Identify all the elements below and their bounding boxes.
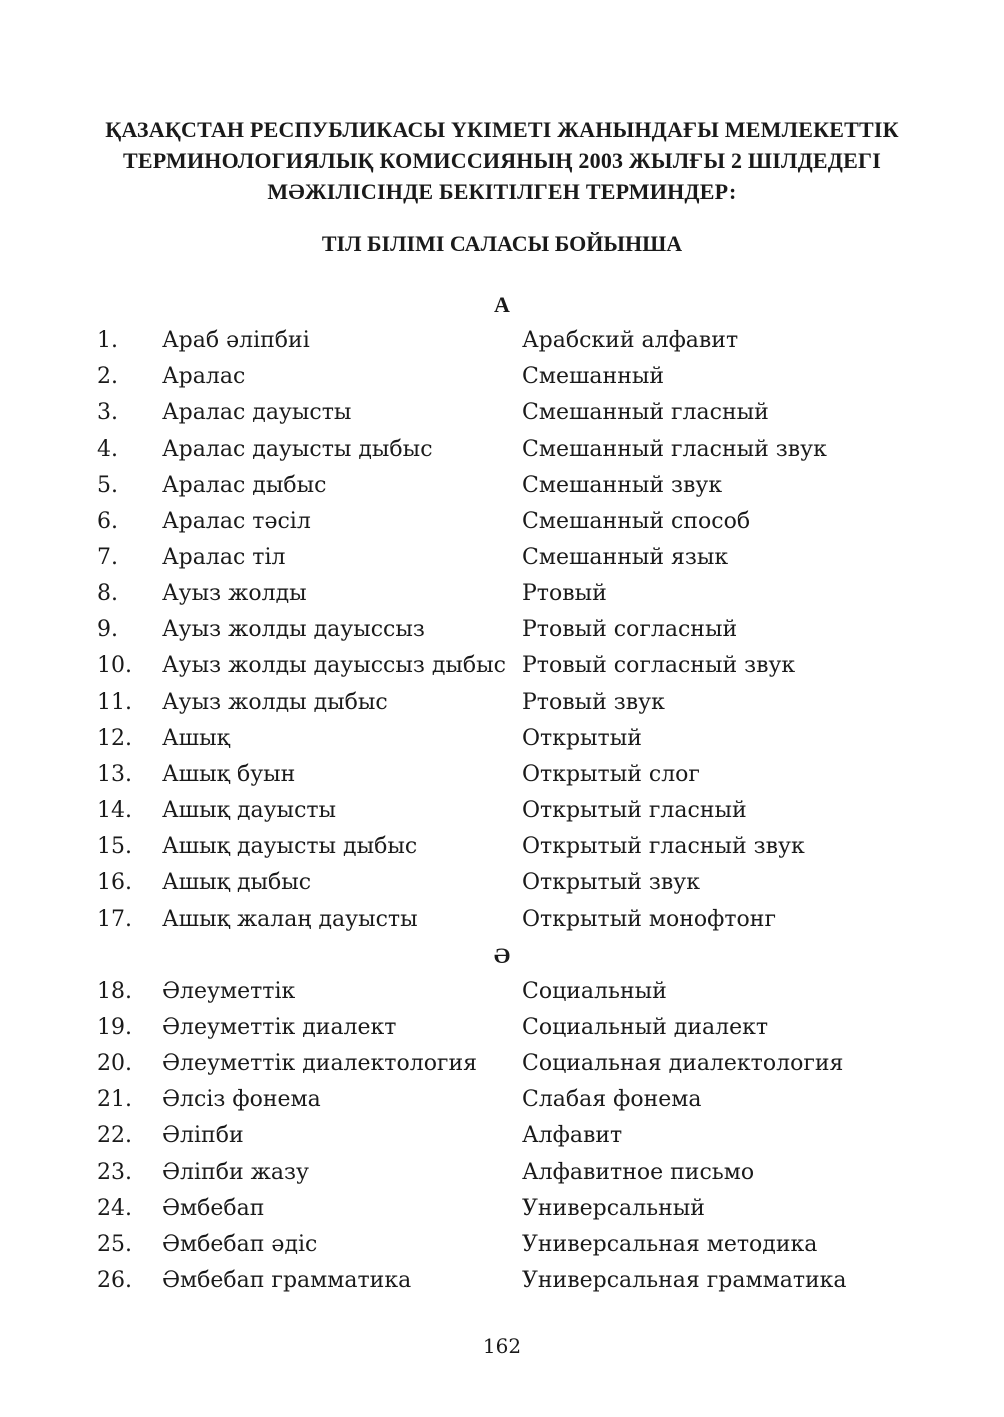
term-number: 8. <box>97 581 118 606</box>
term-row <box>0 359 1004 395</box>
term-row <box>0 685 1004 721</box>
term-number: 11. <box>97 690 132 715</box>
term-number: 1. <box>97 328 118 353</box>
term-russian: Социальный диалект <box>522 1015 769 1040</box>
term-russian: Смешанный <box>522 364 665 389</box>
term-russian: Социальная диалектология <box>522 1051 844 1076</box>
term-row <box>0 1227 1004 1263</box>
term-row <box>0 1046 1004 1082</box>
term-kazakh: Аралас дыбыс <box>162 473 327 498</box>
term-row <box>0 1155 1004 1191</box>
term-kazakh: Ашық <box>162 726 230 751</box>
term-kazakh: Әлеуметтік <box>162 979 296 1004</box>
section-letter: Ә <box>493 943 511 968</box>
term-russian: Смешанный способ <box>522 509 751 534</box>
term-row <box>0 1010 1004 1046</box>
term-russian: Смешанный язык <box>522 545 729 570</box>
term-russian: Универсальная грамматика <box>522 1268 847 1293</box>
term-number: 18. <box>97 979 132 1004</box>
term-number: 12. <box>97 726 132 751</box>
term-kazakh: Аралас тіл <box>162 545 286 570</box>
term-russian: Универсальный <box>522 1196 705 1221</box>
term-number: 13. <box>97 762 132 787</box>
term-number: 7. <box>97 545 118 570</box>
section-subheading: ТІЛ БІЛІМІ САЛАСЫ БОЙЫНША <box>321 231 683 256</box>
term-number: 10. <box>97 653 132 678</box>
term-row <box>0 974 1004 1010</box>
term-kazakh: Әмбебап әдіс <box>162 1232 318 1257</box>
term-kazakh: Әлсіз фонема <box>162 1087 321 1112</box>
term-number: 20. <box>97 1051 132 1076</box>
term-number: 23. <box>97 1160 132 1185</box>
term-row <box>0 902 1004 938</box>
term-russian: Слабая фонема <box>522 1087 702 1112</box>
term-number: 9. <box>97 617 118 642</box>
page-number: 162 <box>482 1334 522 1358</box>
document-heading <box>60 114 944 207</box>
term-row <box>0 395 1004 431</box>
term-kazakh: Әліпби <box>162 1123 244 1148</box>
term-russian: Открытый слог <box>522 762 700 787</box>
term-row <box>0 829 1004 865</box>
term-number: 4. <box>97 437 118 462</box>
term-russian: Открытый <box>522 726 642 751</box>
term-russian: Открытый звук <box>522 870 700 895</box>
term-number: 22. <box>97 1123 132 1148</box>
term-russian: Открытый монофтонг <box>522 907 776 932</box>
term-russian: Смешанный гласный <box>522 400 769 425</box>
term-kazakh: Ауыз жолды дауыссыз дыбыс <box>162 653 507 678</box>
term-row <box>0 865 1004 901</box>
term-number: 21. <box>97 1087 132 1112</box>
term-row <box>0 1191 1004 1227</box>
term-row <box>0 504 1004 540</box>
term-row <box>0 757 1004 793</box>
term-number: 25. <box>97 1232 132 1257</box>
term-russian: Социальный <box>522 979 667 1004</box>
term-number: 24. <box>97 1196 132 1221</box>
term-kazakh: Ашық буын <box>162 762 296 787</box>
term-number: 17. <box>97 907 132 932</box>
term-row <box>0 721 1004 757</box>
term-kazakh: Аралас тәсіл <box>162 509 311 534</box>
term-number: 5. <box>97 473 118 498</box>
term-russian: Алфавитное письмо <box>522 1160 755 1185</box>
heading-line-1: ҚАЗАҚСТАН РЕСПУБЛИКАСЫ ҮКІМЕТІ ЖАНЫНДАҒЫ МЕМЛЕКЕТТІК <box>105 117 899 142</box>
term-number: 19. <box>97 1015 132 1040</box>
term-row <box>0 432 1004 468</box>
term-row <box>0 1118 1004 1154</box>
term-russian: Универсальная методика <box>522 1232 818 1257</box>
term-row <box>0 576 1004 612</box>
term-row <box>0 468 1004 504</box>
term-kazakh: Әліпби жазу <box>162 1160 309 1185</box>
term-number: 3. <box>97 400 118 425</box>
term-number: 2. <box>97 364 118 389</box>
term-row <box>0 612 1004 648</box>
section-letter: А <box>494 292 510 317</box>
term-number: 14. <box>97 798 132 823</box>
term-row <box>0 648 1004 684</box>
term-russian: Смешанный гласный звук <box>522 437 827 462</box>
term-kazakh: Аралас дауысты дыбыс <box>162 437 433 462</box>
term-number: 26. <box>97 1268 132 1293</box>
term-kazakh: Аралас дауысты <box>162 400 352 425</box>
heading-line-3: МӘЖІЛІСІНДЕ БЕКІТІЛГЕН ТЕРМИНДЕР: <box>267 179 737 204</box>
term-kazakh: Әлеуметтік диалектология <box>162 1051 478 1076</box>
term-kazakh: Ауыз жолды дыбыс <box>162 690 388 715</box>
term-russian: Открытый гласный звук <box>522 834 805 859</box>
term-row <box>0 540 1004 576</box>
term-kazakh: Ауыз жолды <box>162 581 307 606</box>
term-russian: Ртовый согласный звук <box>522 653 796 678</box>
term-russian: Ртовый звук <box>522 690 665 715</box>
term-kazakh: Ауыз жолды дауыссыз <box>162 617 425 642</box>
term-russian: Ртовый <box>522 581 607 606</box>
term-kazakh: Аралас <box>162 364 246 389</box>
term-kazakh: Ашық дыбыс <box>162 870 312 895</box>
term-russian: Алфавит <box>522 1123 623 1148</box>
term-row <box>0 1263 1004 1299</box>
term-number: 6. <box>97 509 118 534</box>
term-russian: Арабский алфавит <box>522 328 739 353</box>
term-russian: Смешанный звук <box>522 473 723 498</box>
term-kazakh: Ашық дауысты дыбыс <box>162 834 418 859</box>
term-russian: Ртовый согласный <box>522 617 738 642</box>
term-kazakh: Әмбебап <box>162 1196 265 1221</box>
term-row <box>0 323 1004 359</box>
term-row <box>0 1082 1004 1118</box>
term-kazakh: Әмбебап грамматика <box>162 1268 412 1293</box>
heading-line-2: ТЕРМИНОЛОГИЯЛЫҚ КОМИССИЯНЫҢ 2003 ЖЫЛҒЫ 2 ШІЛДЕДЕГІ <box>123 148 881 173</box>
term-row <box>0 793 1004 829</box>
term-kazakh: Ашық жалаң дауысты <box>162 907 418 932</box>
term-russian: Открытый гласный <box>522 798 747 823</box>
term-number: 16. <box>97 870 132 895</box>
term-kazakh: Ашық дауысты <box>162 798 337 823</box>
term-number: 15. <box>97 834 132 859</box>
term-kazakh: Араб әліпбиі <box>162 328 310 353</box>
term-kazakh: Әлеуметтік диалект <box>162 1015 397 1040</box>
